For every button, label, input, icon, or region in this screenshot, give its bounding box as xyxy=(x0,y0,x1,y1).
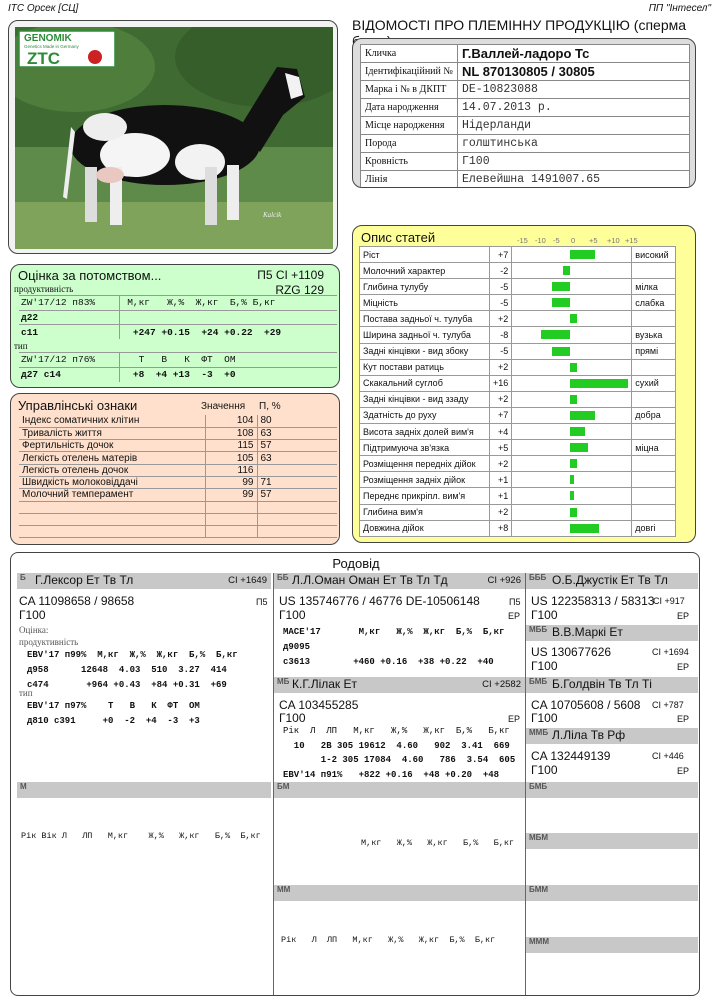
info-value: 14.07.2013 р. xyxy=(458,99,690,117)
scale-tick: +10 xyxy=(607,236,620,245)
offspring-rzg: RZG 129 xyxy=(275,283,324,297)
linear-desc: високий xyxy=(632,247,676,263)
linear-trait: Здатність до руху xyxy=(360,407,490,423)
bull-info-table xyxy=(360,44,690,188)
linear-bar-cell xyxy=(512,391,632,407)
management-row xyxy=(19,501,337,513)
svg-text:Kalcik: Kalcik xyxy=(263,211,282,219)
management-name: Тривалість життя xyxy=(19,427,205,439)
linear-row xyxy=(360,343,676,359)
svg-text:ZTC: ZTC xyxy=(27,49,61,68)
management-row xyxy=(19,513,337,525)
management-value: 116 xyxy=(205,464,257,476)
linear-desc: сухий xyxy=(632,375,676,391)
management-value xyxy=(205,501,257,513)
linear-table xyxy=(359,246,676,537)
linear-row xyxy=(360,295,676,311)
linear-bar xyxy=(541,330,570,339)
management-name: Легкість отелень дочок xyxy=(19,464,205,476)
info-row xyxy=(361,153,690,171)
management-row xyxy=(19,427,337,439)
linear-value: -5 xyxy=(490,279,512,295)
linear-bar-cell xyxy=(512,407,632,423)
linear-value: +1 xyxy=(490,472,512,488)
info-row xyxy=(361,117,690,135)
linear-trait: Постава задньої ч. тулуба xyxy=(360,311,490,327)
eval-label: с11 xyxy=(19,325,119,340)
linear-bar xyxy=(570,427,584,436)
management-percent xyxy=(257,526,337,538)
linear-bar xyxy=(570,314,577,323)
sire-name: Г.Лексор Ет Тв Тл xyxy=(35,573,134,587)
linear-value: +1 xyxy=(490,488,512,504)
bmb2-bar: БМБ xyxy=(526,782,698,798)
info-value: Г100 xyxy=(458,153,690,171)
eval-values xyxy=(119,310,337,325)
linear-bar xyxy=(570,475,574,484)
linear-desc xyxy=(632,456,676,472)
document-title: ВІДОМОСТІ ПРО ПЛЕМІННУ ПРОДУКЦІЮ (сперма xyxy=(352,17,687,33)
linear-desc xyxy=(632,472,676,488)
linear-bar-cell xyxy=(512,440,632,456)
linear-desc xyxy=(632,359,676,375)
linear-bar xyxy=(570,363,577,372)
pedigree-record-line: д810 с391 +0 -2 +4 -3 +3 xyxy=(27,716,200,726)
linear-bar xyxy=(570,459,577,468)
pedigree-title: Родовід xyxy=(332,556,380,571)
scale-tick: -15 xyxy=(517,236,528,245)
svg-text:Genetics Made in Germany: Genetics Made in Germany xyxy=(24,44,79,49)
management-name: Індекс соматичних клітин xyxy=(19,415,205,427)
mb-bar: МБ К.Г.Лілак Ет CI +2582 xyxy=(274,677,525,693)
linear-desc xyxy=(632,504,676,520)
info-key: Порода xyxy=(361,135,458,153)
management-title: Управлінські ознаки xyxy=(18,398,138,413)
management-percent: 57 xyxy=(257,440,337,452)
linear-value: +16 xyxy=(490,375,512,391)
management-value: 108 xyxy=(205,427,257,439)
pedigree-record-line: с3613 +460 +0.16 +38 +0.22 +40 xyxy=(283,657,494,667)
linear-bar-cell xyxy=(512,424,632,440)
eval-values: Т В К ФТ ОМ xyxy=(119,353,337,368)
eval-values: +8 +4 +13 -3 +0 xyxy=(119,367,337,382)
linear-desc xyxy=(632,263,676,279)
linear-row xyxy=(360,311,676,327)
linear-desc xyxy=(632,391,676,407)
production-table xyxy=(19,295,337,339)
management-percent: 63 xyxy=(257,452,337,464)
linear-bar xyxy=(570,491,574,500)
sire-id: CA 11098658 / 98658 xyxy=(19,594,135,608)
pedigree-record-line: д958 12648 4.03 510 3.27 414 xyxy=(27,665,227,675)
info-key: Кровність xyxy=(361,153,458,171)
linear-trait: Ширина задньої ч. тулуба xyxy=(360,327,490,343)
pedigree-record-line: 1-2 305 17084 4.60 786 3.54 605 xyxy=(283,755,516,765)
cow-image xyxy=(15,27,333,249)
linear-value: -2 xyxy=(490,263,512,279)
management-name xyxy=(19,513,205,525)
linear-traits-panel xyxy=(352,225,696,543)
linear-value: +7 xyxy=(490,407,512,423)
management-percent: 80 xyxy=(257,415,337,427)
linear-bar xyxy=(570,411,595,420)
linear-bar xyxy=(570,443,588,452)
offspring-p5-ci: П5 CI +1109 xyxy=(257,268,324,282)
pedigree-record-line: MACE'17 М,кг Ж,% Ж,кг Б,% Б,кг xyxy=(283,627,505,637)
management-percent: 57 xyxy=(257,489,337,501)
linear-value: +2 xyxy=(490,311,512,327)
linear-bar xyxy=(570,395,577,404)
linear-row xyxy=(360,520,676,536)
mmm-bar: МММ xyxy=(526,937,698,953)
info-value: Нідерланди xyxy=(458,117,690,135)
management-row xyxy=(19,476,337,488)
linear-row xyxy=(360,375,676,391)
bull-photo xyxy=(8,20,338,254)
linear-bar-cell xyxy=(512,343,632,359)
bbb-bar: БББ О.Б.Джустік Ет Тв Тл xyxy=(526,573,698,589)
sire-sire-name: Л.Л.Оман Оман Ет Тв Тл Тд xyxy=(292,573,448,587)
info-value: NL 870130805 / 30805 xyxy=(458,63,690,81)
offspring-evaluation-panel xyxy=(10,264,340,388)
management-col-p: П, % xyxy=(259,401,281,412)
management-name xyxy=(19,501,205,513)
eval-values: М,кг Ж,% Ж,кг Б,% Б,кг xyxy=(119,296,337,311)
info-key: Кличка xyxy=(361,45,458,63)
linear-trait: Переднє прикріпл. вим'я xyxy=(360,488,490,504)
mmb-bar: ММБ Л.Ліла Тв Рф xyxy=(526,728,698,744)
linear-bar xyxy=(570,379,628,388)
sire-sire-bar: ББ Л.Л.Оман Оман Ет Тв Тл Тд CI +926 xyxy=(274,573,525,589)
info-key: Ідентифікаційний № xyxy=(361,63,458,81)
management-value: 105 xyxy=(205,452,257,464)
linear-bar-cell xyxy=(512,488,632,504)
management-name: Легкість отелень матерів xyxy=(19,452,205,464)
linear-bar-cell xyxy=(512,375,632,391)
production-label: продуктивність xyxy=(14,284,74,294)
linear-trait: Ріст xyxy=(360,247,490,263)
management-percent xyxy=(257,464,337,476)
info-row xyxy=(361,99,690,117)
linear-row xyxy=(360,279,676,295)
linear-trait: Задні кінцівки - вид ззаду xyxy=(360,391,490,407)
dam-header: Рік Вік Л ЛП М,кг Ж,% Ж,кг Б,% Б,кг xyxy=(21,831,261,841)
pedigree-panel: Родовід Б Г.Лексор Ет Тв Тл CI +1649 CA 11098658 / 98658 П5 Г100 Оцінка: продуктивність EBV'17 п99% М,кг Ж,% Ж,кг Б,% Б,кг д958 12648 4.03 510 3.27 414 с474 +964 +0.43 +84 +0.31 +69 тип EBV'17 п97% Т В К ФТ ОМ д810 с391 +0 -2 +4 -3 +3 ББ Л.Л.Оман Оман Ет Тв Тл Тд CI +926 US 135746776 / 46776 DE-10506148 П5 Г100 EP MACE'17 М,кг Ж,% Ж,кг Б,% Б,кг д9095 с3613 +460 +0.16 +38 +0.22 +40 БББ О.Б.Джустік Ет Тв Тл US 122358313 / 58313 CI +917 Г100 EP МББ В.В.Маркі Ет US 130677626 CI +1694 Г100 EP МБ К.Г.Лілак Ет CI +2582 CA 103455285 Г100 EP Рік Л ЛП М,кг Ж,% Ж,кг Б,% Б,кг 10 2В 305 19612 4.60 902 3.41 669 1-2 305 17084 4.60 786 3.54 605 EBV'14 п91% +822 +0.16 +48 +0.20 +48 БМБ Б.Голдвін Тв Тл Ті CA 10705608 / 5608 CI +787 Г100 EP ММБ Л.Ліла Тв Рф CA 132449139 CI +446 Г100 EP М Рік Вік Л ЛП М,кг Ж,% Ж,кг Б,% Б,кг БМ М,кг Ж,% Ж,кг Б,% Б,кг БМБ МБМ ММ Рік Л ЛП М,кг Ж,% Ж,кг Б,% Б,кг БММ МММ xyxy=(10,552,700,996)
management-row xyxy=(19,464,337,476)
management-name: Швидкість молоковіддачі xyxy=(19,476,205,488)
linear-trait: Підтримуюча зв'язка xyxy=(360,440,490,456)
info-key: Марка і № в ДКПТ xyxy=(361,81,458,99)
management-value: 115 xyxy=(205,440,257,452)
linear-row xyxy=(360,472,676,488)
linear-bar xyxy=(570,524,599,533)
linear-value: +2 xyxy=(490,456,512,472)
pedigree-record-line: Рік Л ЛП М,кг Ж,% Ж,кг Б,% Б,кг xyxy=(283,726,510,736)
linear-bar xyxy=(563,266,570,275)
linear-value: -8 xyxy=(490,327,512,343)
bmm-bar: БММ xyxy=(526,885,698,901)
mbm-bar: МБМ xyxy=(526,833,698,849)
linear-row xyxy=(360,456,676,472)
management-value xyxy=(205,513,257,525)
eval-row xyxy=(19,353,337,368)
eval-label: ZW'17/12 п83% xyxy=(19,296,119,311)
linear-value: -5 xyxy=(490,295,512,311)
management-row xyxy=(19,415,337,427)
linear-trait: Молочний характер xyxy=(360,263,490,279)
info-row xyxy=(361,81,690,99)
management-percent: 63 xyxy=(257,427,337,439)
linear-desc: міцна xyxy=(632,440,676,456)
linear-bar-cell xyxy=(512,504,632,520)
linear-bar-cell xyxy=(512,295,632,311)
linear-desc: прямі xyxy=(632,343,676,359)
linear-row xyxy=(360,424,676,440)
linear-value: +2 xyxy=(490,391,512,407)
linear-desc: мілка xyxy=(632,279,676,295)
linear-value: +4 xyxy=(490,424,512,440)
linear-value: +8 xyxy=(490,520,512,536)
eval-row xyxy=(19,367,337,382)
pedigree-record-line: д9095 xyxy=(283,642,311,652)
logo-top: GENOMIK xyxy=(24,33,72,44)
type-label: тип xyxy=(14,341,28,351)
header-left: ITC Орсек [СЦ] xyxy=(8,3,79,14)
sire-bar: Б Г.Лексор Ет Тв Тл CI +1649 xyxy=(17,573,271,589)
bmb-bar: БМБ Б.Голдвін Тв Тл Ті xyxy=(526,677,698,693)
info-value: Елевейшна 1491007.65 xyxy=(458,171,690,189)
management-name: Фертильність дочок xyxy=(19,440,205,452)
linear-bar-cell xyxy=(512,359,632,375)
linear-trait: Розміщення передніх дійок xyxy=(360,456,490,472)
bm-header: М,кг Ж,% Ж,кг Б,% Б,кг xyxy=(361,838,515,848)
dam-bar: М xyxy=(17,782,271,798)
linear-desc: слабка xyxy=(632,295,676,311)
linear-trait: Висота задніх долей вим'я xyxy=(360,424,490,440)
info-key: Місце народження xyxy=(361,117,458,135)
linear-bar xyxy=(552,298,570,307)
info-key: Лінія xyxy=(361,171,458,189)
linear-bar-cell xyxy=(512,279,632,295)
eval-row xyxy=(19,296,337,311)
management-row xyxy=(19,489,337,501)
info-row xyxy=(361,63,690,81)
eval-row xyxy=(19,325,337,340)
linear-trait: Довжина дійок xyxy=(360,520,490,536)
linear-value: +5 xyxy=(490,440,512,456)
linear-trait: Скакальний суглоб xyxy=(360,375,490,391)
linear-row xyxy=(360,488,676,504)
linear-row xyxy=(360,359,676,375)
info-row xyxy=(361,45,690,63)
linear-value: +7 xyxy=(490,247,512,263)
scale-tick: -5 xyxy=(553,236,560,245)
management-row xyxy=(19,526,337,538)
scale-tick: 0 xyxy=(571,236,576,245)
linear-bar xyxy=(570,508,577,517)
linear-trait: Кут постави ратиць xyxy=(360,359,490,375)
linear-value: +2 xyxy=(490,504,512,520)
management-percent xyxy=(257,513,337,525)
info-value: Г.Валлей-ладоро Тс xyxy=(458,45,690,63)
eval-label: ZW'17/12 п76% xyxy=(19,353,119,368)
info-row xyxy=(361,171,690,189)
mm-header: Рік Л ЛП М,кг Ж,% Ж,кг Б,% Б,кг xyxy=(281,935,496,945)
bull-info-panel xyxy=(352,38,696,188)
linear-trait: Глибина вим'я xyxy=(360,504,490,520)
linear-row xyxy=(360,391,676,407)
linear-bar-cell xyxy=(512,263,632,279)
linear-row xyxy=(360,407,676,423)
linear-row xyxy=(360,247,676,263)
offspring-title: Оцінка за потомством... xyxy=(18,268,162,283)
pedigree-record-line: EBV'14 п91% +822 +0.16 +48 +0.20 +48 xyxy=(283,769,500,780)
eval-values: +247 +0.15 +24 +0.22 +29 xyxy=(119,325,337,340)
dam-sire-name: К.Г.Лілак Ет xyxy=(292,677,357,691)
linear-bar-cell xyxy=(512,520,632,536)
management-row xyxy=(19,452,337,464)
linear-desc xyxy=(632,311,676,327)
linear-bar-cell xyxy=(512,472,632,488)
linear-row xyxy=(360,263,676,279)
scale-tick: +15 xyxy=(625,236,638,245)
management-name xyxy=(19,526,205,538)
linear-value: -5 xyxy=(490,343,512,359)
linear-title: Опис статей xyxy=(361,230,436,245)
eval-row xyxy=(19,310,337,325)
linear-bar xyxy=(570,250,595,259)
linear-row xyxy=(360,504,676,520)
type-table xyxy=(19,352,337,382)
linear-row xyxy=(360,440,676,456)
linear-bar-cell xyxy=(512,456,632,472)
management-value: 104 xyxy=(205,415,257,427)
linear-value: +2 xyxy=(490,359,512,375)
management-value: 99 xyxy=(205,476,257,488)
management-table xyxy=(19,415,337,538)
linear-trait: Міцність xyxy=(360,295,490,311)
linear-bar-cell xyxy=(512,327,632,343)
linear-bar xyxy=(552,347,570,356)
linear-bar-cell xyxy=(512,311,632,327)
pedigree-record-line: с474 +964 +0.43 +84 +0.31 +69 xyxy=(27,680,227,690)
management-col-value: Значення xyxy=(201,401,246,412)
linear-row xyxy=(360,327,676,343)
info-value: голштинська xyxy=(458,135,690,153)
linear-desc xyxy=(632,424,676,440)
linear-trait: Глибина тулубу xyxy=(360,279,490,295)
scale-tick: -10 xyxy=(535,236,546,245)
info-value: DE-10823088 xyxy=(458,81,690,99)
eval-label: д22 xyxy=(19,310,119,325)
pedigree-record-line: EBV'17 п99% М,кг Ж,% Ж,кг Б,% Б,кг xyxy=(27,650,238,660)
management-value: 99 xyxy=(205,489,257,501)
pedigree-record-line: 10 2В 305 19612 4.60 902 3.41 669 xyxy=(283,740,510,751)
linear-bar xyxy=(552,282,570,291)
linear-desc: довгі xyxy=(632,520,676,536)
management-name: Молочний темперамент xyxy=(19,489,205,501)
management-value xyxy=(205,526,257,538)
eval-label: д27 с14 xyxy=(19,367,119,382)
linear-bar-cell xyxy=(512,247,632,263)
dam-sire-bar-bm: БМ xyxy=(274,782,525,798)
info-key: Дата народження xyxy=(361,99,458,117)
mm-bar: ММ xyxy=(274,885,525,901)
linear-trait: Розміщення задніх дійок xyxy=(360,472,490,488)
scale-tick: +5 xyxy=(589,236,598,245)
management-row xyxy=(19,440,337,452)
mbb-bar: МББ В.В.Маркі Ет xyxy=(526,625,698,641)
header-right: ПП "Інтесел" xyxy=(648,3,711,14)
management-percent xyxy=(257,501,337,513)
linear-desc xyxy=(632,488,676,504)
pedigree-record-line: EBV'17 п97% Т В К ФТ ОМ xyxy=(27,701,200,711)
linear-desc: вузька xyxy=(632,327,676,343)
linear-trait: Задні кінцівки - вид збоку xyxy=(360,343,490,359)
info-row xyxy=(361,135,690,153)
linear-desc: добра xyxy=(632,407,676,423)
management-traits-panel xyxy=(10,393,340,545)
management-percent: 71 xyxy=(257,476,337,488)
